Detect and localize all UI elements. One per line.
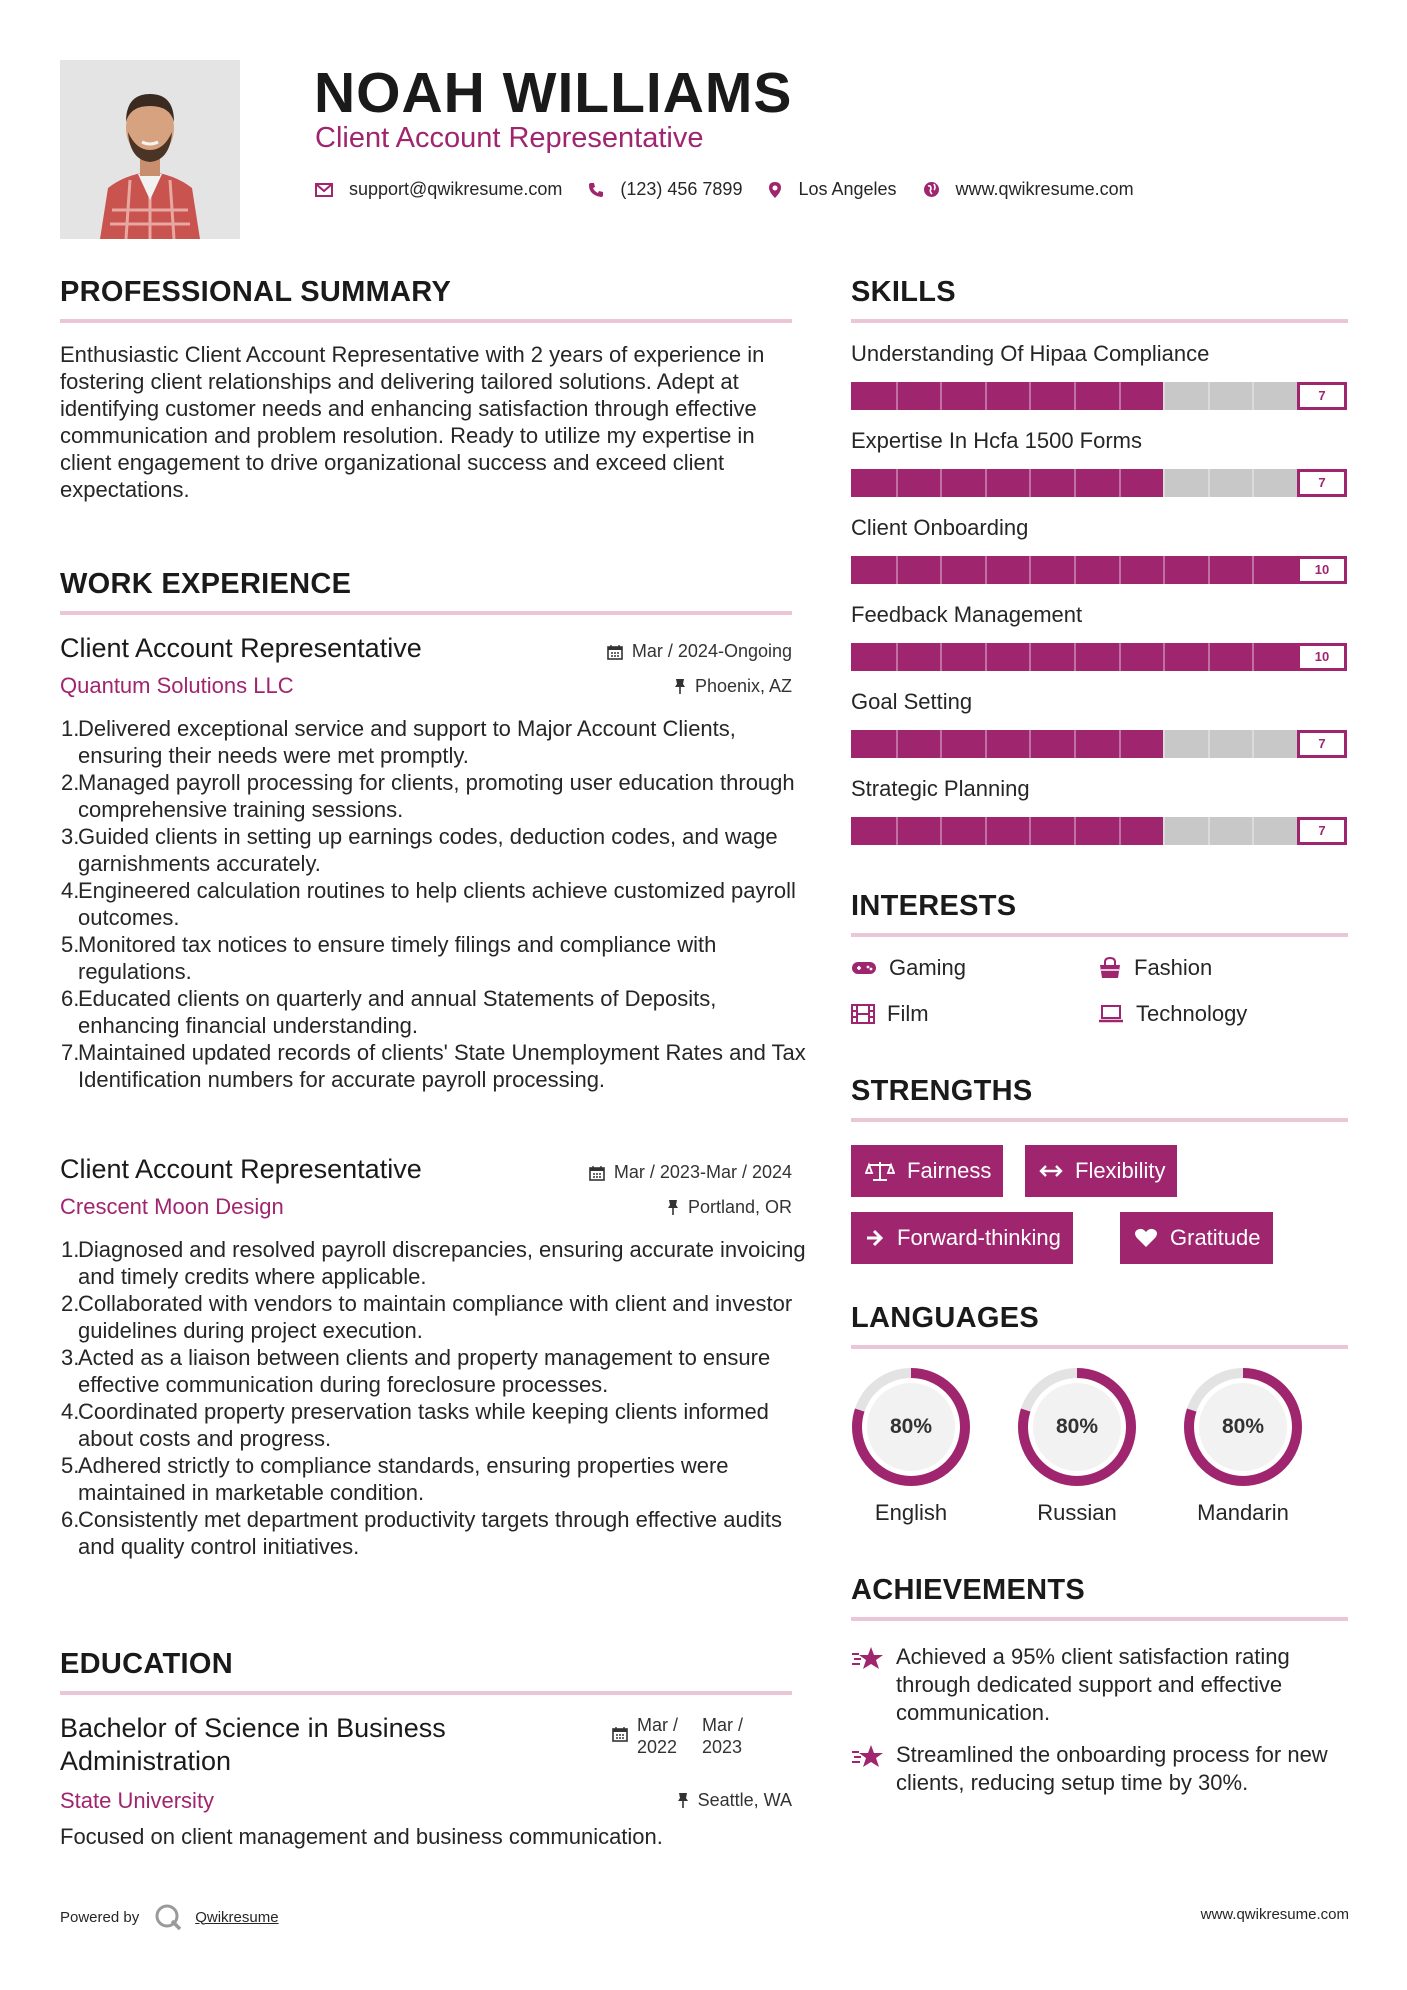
- skill-bar-segment: [896, 730, 898, 758]
- skill-bar-fill: [851, 382, 1163, 410]
- summary-divider: [60, 319, 792, 323]
- job-title: Client Account Representative: [60, 633, 422, 663]
- skill-bar-segment: [985, 556, 987, 584]
- skill-bar-segment: [1074, 382, 1076, 410]
- skill-bar-segment: [1252, 556, 1254, 584]
- strengths-divider: [851, 1118, 1348, 1122]
- education-start-month: Mar /: [637, 1715, 679, 1735]
- job-bullet: Coordinated property preservation tasks while keeping clients informed about costs and progress.: [78, 1399, 769, 1451]
- candidate-title: Client Account Representative: [315, 122, 704, 154]
- skill-bar-segment: [1029, 730, 1031, 758]
- skill-bar-segment: [985, 469, 987, 497]
- contact-bar: [315, 179, 1160, 200]
- skill-bar-segment: [985, 817, 987, 845]
- powered-by-text: Powered by: [60, 1908, 140, 1926]
- skill-label: Understanding Of Hipaa Compliance: [851, 341, 1210, 366]
- candidate-name: NOAH WILLIAMS: [314, 61, 793, 125]
- education-entry: [60, 1712, 792, 1862]
- skill-bar: [851, 469, 1347, 497]
- map-marker-icon: [768, 181, 782, 199]
- skill-level-badge: 10: [1297, 643, 1347, 671]
- shopping-bag-icon: [1098, 957, 1122, 979]
- skill-bar-fill: [851, 817, 1163, 845]
- brand-link[interactable]: Qwikresume: [195, 1908, 279, 1926]
- skill-bar-segment: [896, 382, 898, 410]
- heart-icon: [1134, 1228, 1158, 1248]
- language-item: [850, 1366, 972, 1526]
- interest-item: [1098, 955, 1212, 981]
- contact-phone[interactable]: [588, 179, 742, 200]
- skill-bar-segment: [1252, 382, 1254, 410]
- achievements-heading: ACHIEVEMENTS: [851, 1574, 1086, 1606]
- skill-bar-segment: [1074, 469, 1076, 497]
- language-percent: 80%: [1221, 1415, 1265, 1438]
- languages-divider: [851, 1345, 1348, 1349]
- strength-label: Fairness: [907, 1158, 992, 1183]
- gamepad-icon: [851, 960, 877, 976]
- skill-bar-segment: [940, 469, 942, 497]
- skill-label: Strategic Planning: [851, 776, 1030, 801]
- language-progress-ring: [1016, 1366, 1138, 1488]
- language-percent: 80%: [889, 1415, 933, 1438]
- skill-level-badge: 7: [1297, 382, 1347, 410]
- balance-scale-icon: [865, 1160, 895, 1182]
- calendar-icon: [607, 644, 623, 660]
- job-bullet: Delivered exceptional service and support to Major Account Clients, ensuring their needs were met promptly.: [78, 716, 736, 768]
- job-bullet: Diagnosed and resolved payroll discrepancies, ensuring accurate invoicing and timely credits where applicable.: [78, 1237, 806, 1289]
- skill-bar-segment: [896, 643, 898, 671]
- skill-bar-segment: [1208, 469, 1210, 497]
- envelope-icon: [315, 183, 333, 197]
- skill-level-badge: 7: [1297, 469, 1347, 497]
- skill-label: Feedback Management: [851, 602, 1083, 627]
- interests-heading: INTERESTS: [851, 890, 1017, 922]
- job-bullets: [60, 1236, 818, 1560]
- strength-label: Flexibility: [1075, 1158, 1166, 1183]
- star-trophy-icon: [851, 1645, 885, 1671]
- strength-label: Forward-thinking: [897, 1225, 1061, 1250]
- skill-bar-segment: [1208, 643, 1210, 671]
- skill-bar-segment: [1119, 382, 1121, 410]
- job-title: Client Account Representative: [60, 1154, 422, 1184]
- skill-bar: [851, 556, 1347, 584]
- skill-bar-segment: [1029, 643, 1031, 671]
- skill-bar-segment: [1074, 643, 1076, 671]
- skill-bar-segment: [1119, 643, 1121, 671]
- job-bullet: Managed payroll processing for clients, promoting user education through comprehensive training sessions.: [78, 770, 795, 822]
- job-bullet: Maintained updated records of clients' State Unemployment Rates and Tax Identification numbers for accurate payroll processing.: [78, 1040, 806, 1092]
- education-heading: EDUCATION: [60, 1648, 233, 1680]
- skill-bar-segment: [940, 643, 942, 671]
- skill-bar-segment: [1029, 556, 1031, 584]
- job-bullet: Educated clients on quarterly and annual Statements of Deposits, enhancing financial understanding.: [78, 986, 717, 1038]
- education-end-month: Mar /: [702, 1715, 744, 1735]
- interest-label: Gaming: [889, 955, 967, 980]
- strength-tag: [851, 1212, 1073, 1264]
- skill-bar-segment: [1119, 556, 1121, 584]
- skill-bar-segment: [985, 730, 987, 758]
- job-location-text: Phoenix, AZ: [694, 676, 792, 696]
- skill-bar-segment: [1163, 469, 1165, 497]
- education-start-year: 2022: [637, 1737, 678, 1757]
- skill-bar-fill: [851, 730, 1163, 758]
- achievements-divider: [851, 1617, 1348, 1621]
- star-trophy-icon: [851, 1743, 885, 1769]
- job-bullet: Consistently met department productivity targets through effective audits and quality control initiatives.: [78, 1507, 782, 1559]
- job-dates: [607, 641, 792, 662]
- skill-label: Client Onboarding: [851, 515, 1029, 540]
- achievement-text: Streamlined the onboarding process for new clients, reducing setup time by 30%.: [896, 1742, 1328, 1795]
- job-company: Crescent Moon Design: [60, 1194, 284, 1219]
- skill-bar-segment: [1252, 817, 1254, 845]
- skill-bar-segment: [1208, 730, 1210, 758]
- phone-icon: [588, 182, 604, 198]
- language-name: Russian: [1037, 1500, 1117, 1525]
- education-divider: [60, 1691, 792, 1695]
- education-start-date: [637, 1714, 678, 1758]
- interest-label: Fashion: [1134, 955, 1213, 980]
- skill-bar-segment: [1074, 556, 1076, 584]
- experience-heading: WORK EXPERIENCE: [60, 568, 352, 600]
- language-progress-ring: [850, 1366, 972, 1488]
- interest-label: Film: [887, 1001, 929, 1026]
- summary-heading: PROFESSIONAL SUMMARY: [60, 276, 452, 308]
- strengths-heading: STRENGTHS: [851, 1075, 1033, 1107]
- language-percent: 80%: [1055, 1415, 1099, 1438]
- strength-tag: [1120, 1212, 1273, 1264]
- language-item: [1182, 1366, 1304, 1526]
- achievement-item: [851, 1643, 1351, 1733]
- job-dates-text: Mar / 2024-Ongoing: [631, 641, 792, 661]
- skill-bar-segment: [940, 817, 942, 845]
- laptop-icon: [1098, 1005, 1124, 1023]
- education-location: [677, 1790, 792, 1811]
- skill-bar-segment: [940, 382, 942, 410]
- skill-level-badge: 7: [1297, 730, 1347, 758]
- website-text: www.qwikresume.com: [955, 179, 1134, 199]
- profile-photo: [60, 60, 240, 239]
- languages-heading: LANGUAGES: [851, 1302, 1039, 1334]
- skill-bar-fill: [851, 469, 1163, 497]
- location-text: Los Angeles: [798, 179, 897, 199]
- education-end-year: 2023: [702, 1737, 743, 1757]
- job-dates-text: Mar / 2023-Mar / 2024: [613, 1162, 792, 1182]
- footer-site-link[interactable]: www.qwikresume.com: [1200, 1906, 1349, 1923]
- school-name: State University: [60, 1788, 215, 1813]
- arrows-horizontal-icon: [1039, 1164, 1063, 1178]
- job-dates: [589, 1162, 792, 1183]
- strength-label: Gratitude: [1170, 1225, 1261, 1250]
- experience-divider: [60, 611, 792, 615]
- skill-bar-segment: [1119, 817, 1121, 845]
- skill-bar-segment: [1074, 817, 1076, 845]
- arrow-right-icon: [865, 1229, 885, 1247]
- calendar-icon: [612, 1726, 628, 1742]
- job-bullet: Guided clients in setting up earnings codes, deduction codes, and wage garnishments accurately.: [78, 824, 778, 876]
- achievement-item: [851, 1741, 1351, 1831]
- contact-location: [768, 179, 896, 200]
- language-name: Mandarin: [1197, 1500, 1289, 1525]
- job-location: [674, 676, 792, 697]
- job-company: Quantum Solutions LLC: [60, 673, 294, 698]
- skill-bar-segment: [896, 817, 898, 845]
- skill-bar-segment: [1163, 730, 1165, 758]
- skill-bar-segment: [896, 469, 898, 497]
- skill-bar-segment: [1119, 469, 1121, 497]
- skill-bar: [851, 817, 1347, 845]
- language-progress-ring: [1182, 1366, 1304, 1488]
- skill-bar-segment: [1119, 730, 1121, 758]
- job-bullet: Adhered strictly to compliance standards, ensuring properties were maintained in marketable condition.: [78, 1453, 729, 1505]
- skill-bar-segment: [1029, 382, 1031, 410]
- skill-bar-segment: [896, 556, 898, 584]
- footer-powered-by: [60, 1902, 279, 1932]
- skill-bar-segment: [1163, 643, 1165, 671]
- interests-divider: [851, 933, 1348, 937]
- interest-item: [851, 955, 966, 981]
- skill-bar-segment: [1163, 556, 1165, 584]
- skill-bar-segment: [1252, 469, 1254, 497]
- skill-bar-segment: [1029, 817, 1031, 845]
- skills-heading: SKILLS: [851, 276, 956, 308]
- skill-bar-segment: [1208, 382, 1210, 410]
- skill-bar: [851, 730, 1347, 758]
- job-bullet: Monitored tax notices to ensure timely filings and compliance with regulations.: [78, 932, 717, 984]
- interest-item: [851, 1001, 929, 1027]
- contact-website[interactable]: [923, 179, 1134, 200]
- language-name: English: [874, 1500, 948, 1525]
- education-end-date: [702, 1714, 743, 1758]
- email-text: support@qwikresume.com: [349, 179, 563, 199]
- interest-label: Technology: [1136, 1001, 1248, 1026]
- skill-bar-segment: [1163, 817, 1165, 845]
- skill-level-badge: 10: [1297, 556, 1347, 584]
- pushpin-icon: [674, 678, 686, 695]
- achievement-text: Achieved a 95% client satisfaction rating through dedicated support and effective communication.: [896, 1644, 1290, 1725]
- qwikresume-logo-icon: [153, 1902, 183, 1932]
- job-bullets: [60, 715, 818, 1093]
- job-entry: [60, 1154, 806, 1594]
- job-bullet: Acted as a liaison between clients and property management to ensure effective communication during foreclosure processes.: [78, 1345, 771, 1397]
- skill-bar-segment: [940, 556, 942, 584]
- degree-title: Bachelor of Science in Business Administration: [60, 1713, 446, 1776]
- skill-label: Goal Setting: [851, 689, 973, 714]
- skill-level-badge: 7: [1297, 817, 1347, 845]
- language-item: [1016, 1366, 1138, 1526]
- strength-tag: [1025, 1145, 1177, 1197]
- globe-icon: [923, 181, 940, 198]
- education-description: Focused on client management and business communication.: [60, 1824, 663, 1849]
- strength-tag: [851, 1145, 1003, 1197]
- education-location-text: Seattle, WA: [697, 1790, 792, 1810]
- pushpin-icon: [667, 1199, 679, 1216]
- interest-item: [1098, 1001, 1247, 1027]
- skill-bar-segment: [940, 730, 942, 758]
- skill-bar: [851, 382, 1347, 410]
- pushpin-icon: [677, 1792, 689, 1809]
- skill-bar-segment: [1252, 643, 1254, 671]
- job-location: [667, 1197, 792, 1218]
- skill-bar-segment: [1252, 730, 1254, 758]
- skill-label: Expertise In Hcfa 1500 Forms: [851, 428, 1143, 453]
- skill-bar-segment: [1029, 469, 1031, 497]
- skill-bar-segment: [985, 643, 987, 671]
- skill-bar-segment: [985, 382, 987, 410]
- job-entry: [60, 633, 806, 1123]
- film-icon: [851, 1004, 875, 1024]
- calendar-icon: [589, 1165, 605, 1181]
- skill-bar-segment: [1074, 730, 1076, 758]
- job-bullet: Collaborated with vendors to maintain compliance with client and investor guidelines during project execution.: [78, 1291, 793, 1343]
- skill-bar-segment: [1208, 556, 1210, 584]
- summary-text: Enthusiastic Client Account Representative with 2 years of experience in fostering client relationships and delivering tailored solutions. Adept at identifying customer needs and enhancing satisfaction through effective communication and problem resolution. Ready to utilize my expertise in client engagement to drive organizational success and exceed client expectations.: [60, 342, 765, 502]
- skills-divider: [851, 319, 1348, 323]
- skill-bar: [851, 643, 1347, 671]
- education-dates: [612, 1714, 743, 1758]
- contact-email[interactable]: [315, 179, 562, 200]
- skill-bar-segment: [1163, 382, 1165, 410]
- job-bullet: Engineered calculation routines to help clients achieve customized payroll outcomes.: [78, 878, 796, 930]
- skill-bar-segment: [1208, 817, 1210, 845]
- phone-text: (123) 456 7899: [620, 179, 743, 199]
- job-location-text: Portland, OR: [687, 1197, 792, 1217]
